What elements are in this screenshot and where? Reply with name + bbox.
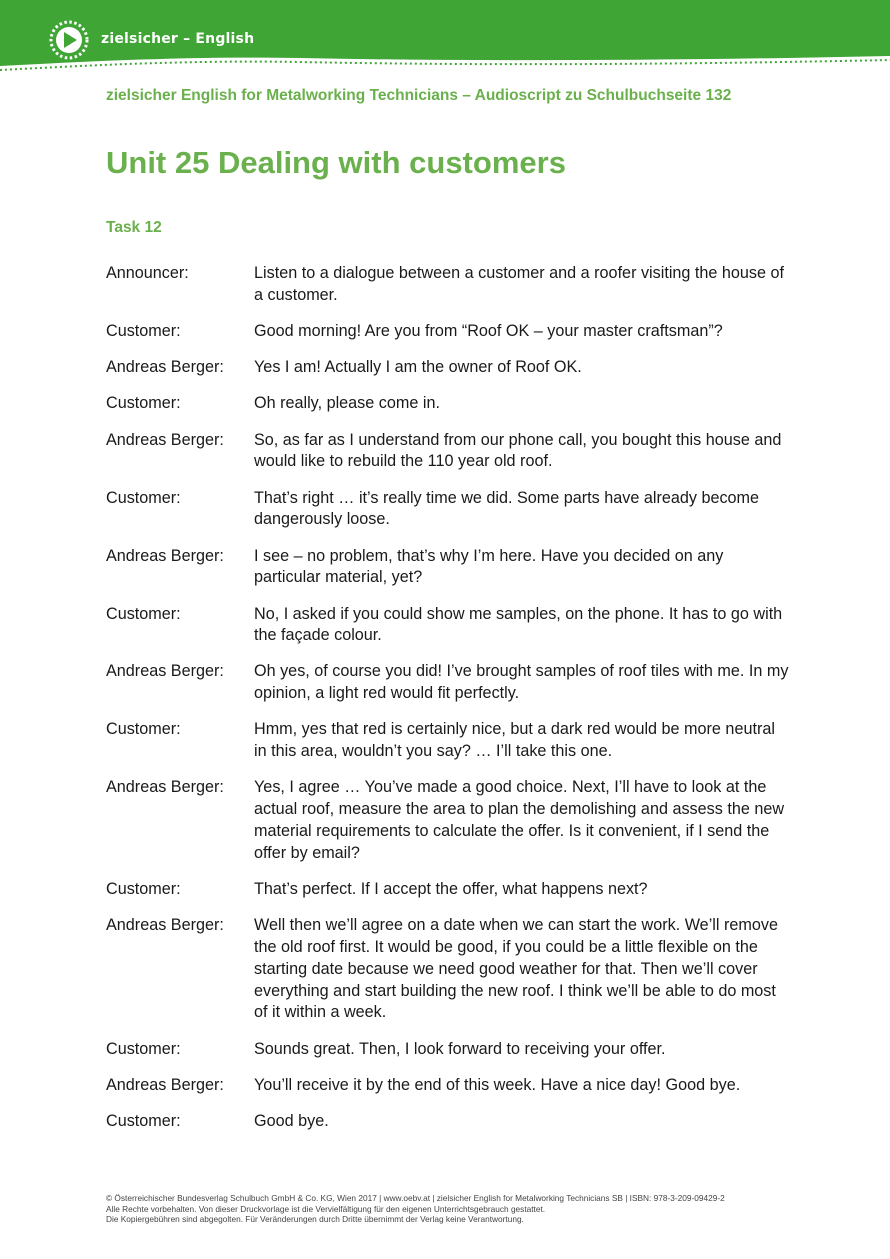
speaker-label: Andreas Berger: — [106, 662, 224, 681]
dialogue-row — [106, 263, 790, 307]
speaker-label: Customer: — [106, 720, 181, 739]
speaker-label: Andreas Berger: — [106, 358, 224, 377]
dialogue-list — [106, 263, 790, 1147]
dialogue-row — [106, 879, 790, 901]
footer-line-1: © Österreichischer Bundesverlag Schulbuch GmbH & Co. KG, Wien 2017 | www.oebv.at | zielsicher English for Metalworking Technicians SB | ISBN: 978-3-209-09429-2 — [106, 1193, 725, 1203]
dialogue-row — [106, 604, 790, 648]
dialogue-text: Good bye. — [254, 1111, 329, 1130]
dialogue-row — [106, 430, 790, 474]
brand-name: zielsicher – English — [101, 31, 255, 47]
speaker-label: Andreas Berger: — [106, 778, 224, 797]
speaker-label: Customer: — [106, 1111, 181, 1130]
dialogue-text: You’ll receive it by the end of this week. Have a nice day! Good bye. — [254, 1075, 741, 1094]
footer-line-3: Die Kopiergebühren sind abgegolten. Für Veränderungen durch Dritte übernimmt der Verlag keine Verantwortung. — [106, 1214, 524, 1224]
speaker-label: Customer: — [106, 394, 181, 413]
dialogue-text: Yes, I agree … You’ve made a good choice. Next, I’ll have to look at the actual roof, measure the area to plan the demolishing and assess the new material requirements to calculate the offer. Is it convenient, if I send the offer by email? — [254, 778, 785, 862]
dialogue-row — [106, 1039, 790, 1061]
speaker-label: Customer: — [106, 488, 181, 507]
dialogue-row — [106, 915, 790, 1024]
dialogue-text: No, I asked if you could show me samples, on the phone. It has to go with the façade colour. — [254, 604, 783, 645]
dialogue-text: That’s right … it’s really time we did. Some parts have already become dangerously loose. — [254, 488, 760, 529]
speaker-label: Customer: — [106, 604, 181, 623]
page-title: Unit 25 Dealing with customers — [106, 145, 566, 180]
dialogue-row — [106, 357, 790, 379]
speaker-label: Customer: — [106, 880, 181, 899]
dialogue-text: Well then we’ll agree on a date when we can start the work. We’ll remove the old roof first. It would be good, if you could be a little flexible on the starting date because we need good weather for that. Then we’ll cover everything and start building the new roof. I think we’ll be able to do most of it within a week. — [254, 916, 778, 1022]
dialogue-row — [106, 393, 790, 415]
dialogue-text: Sounds great. Then, I look forward to receiving your offer. — [254, 1039, 666, 1058]
footer-line-2: Alle Rechte vorbehalten. Von dieser Druckvorlage ist die Vervielfältigung für den eigenen Unterrichtsgebrauch gestattet. — [106, 1203, 546, 1214]
dialogue-text: I see – no problem, that’s why I’m here. Have you decided on any particular material, yet? — [254, 546, 724, 587]
dialogue-row — [106, 719, 790, 763]
dialogue-text: So, as far as I understand from our phone call, you bought this house and would like to rebuild the 110 year old roof. — [254, 430, 782, 471]
speaker-label: Announcer: — [106, 264, 189, 282]
dialogue-text: Good morning! Are you from “Roof OK – your master craftsman”? — [254, 321, 723, 340]
dialogue-text: Hmm, yes that red is certainly nice, but a dark red would be more neutral in this area, wouldn’t you say? … I’ll take this one. — [254, 720, 775, 761]
copyright-footer — [106, 1193, 806, 1225]
speaker-label: Customer: — [106, 321, 181, 340]
dialogue-text: That’s perfect. If I accept the offer, what happens next? — [254, 880, 648, 899]
speaker-label: Andreas Berger: — [106, 546, 224, 565]
speaker-label: Andreas Berger: — [106, 1075, 224, 1094]
dialogue-row — [106, 546, 790, 590]
dialogue-row — [106, 488, 790, 532]
page-subtitle: zielsicher English for Metalworking Technicians – Audioscript zu Schulbuchseite 132 — [106, 87, 732, 104]
speaker-label: Customer: — [106, 1039, 181, 1058]
dialogue-row — [106, 1111, 790, 1133]
dialogue-text: Oh really, please come in. — [254, 394, 440, 413]
dialogue-row — [106, 661, 790, 705]
speaker-label: Andreas Berger: — [106, 430, 224, 449]
dialogue-row — [106, 1075, 790, 1097]
header-banner — [0, 0, 890, 80]
dialogue-text: Listen to a dialogue between a customer and a roofer visiting the house of a customer. — [254, 264, 785, 304]
speaker-label: Andreas Berger: — [106, 916, 224, 935]
dialogue-text: Oh yes, of course you did! I’ve brought samples of roof tiles with me. In my opinion, a light red would fit perfectly. — [254, 662, 789, 703]
dialogue-row — [106, 321, 790, 343]
task-label: Task 12 — [106, 219, 162, 236]
dialogue-text: Yes I am! Actually I am the owner of Roof OK. — [254, 358, 582, 377]
dialogue-row — [106, 777, 790, 864]
